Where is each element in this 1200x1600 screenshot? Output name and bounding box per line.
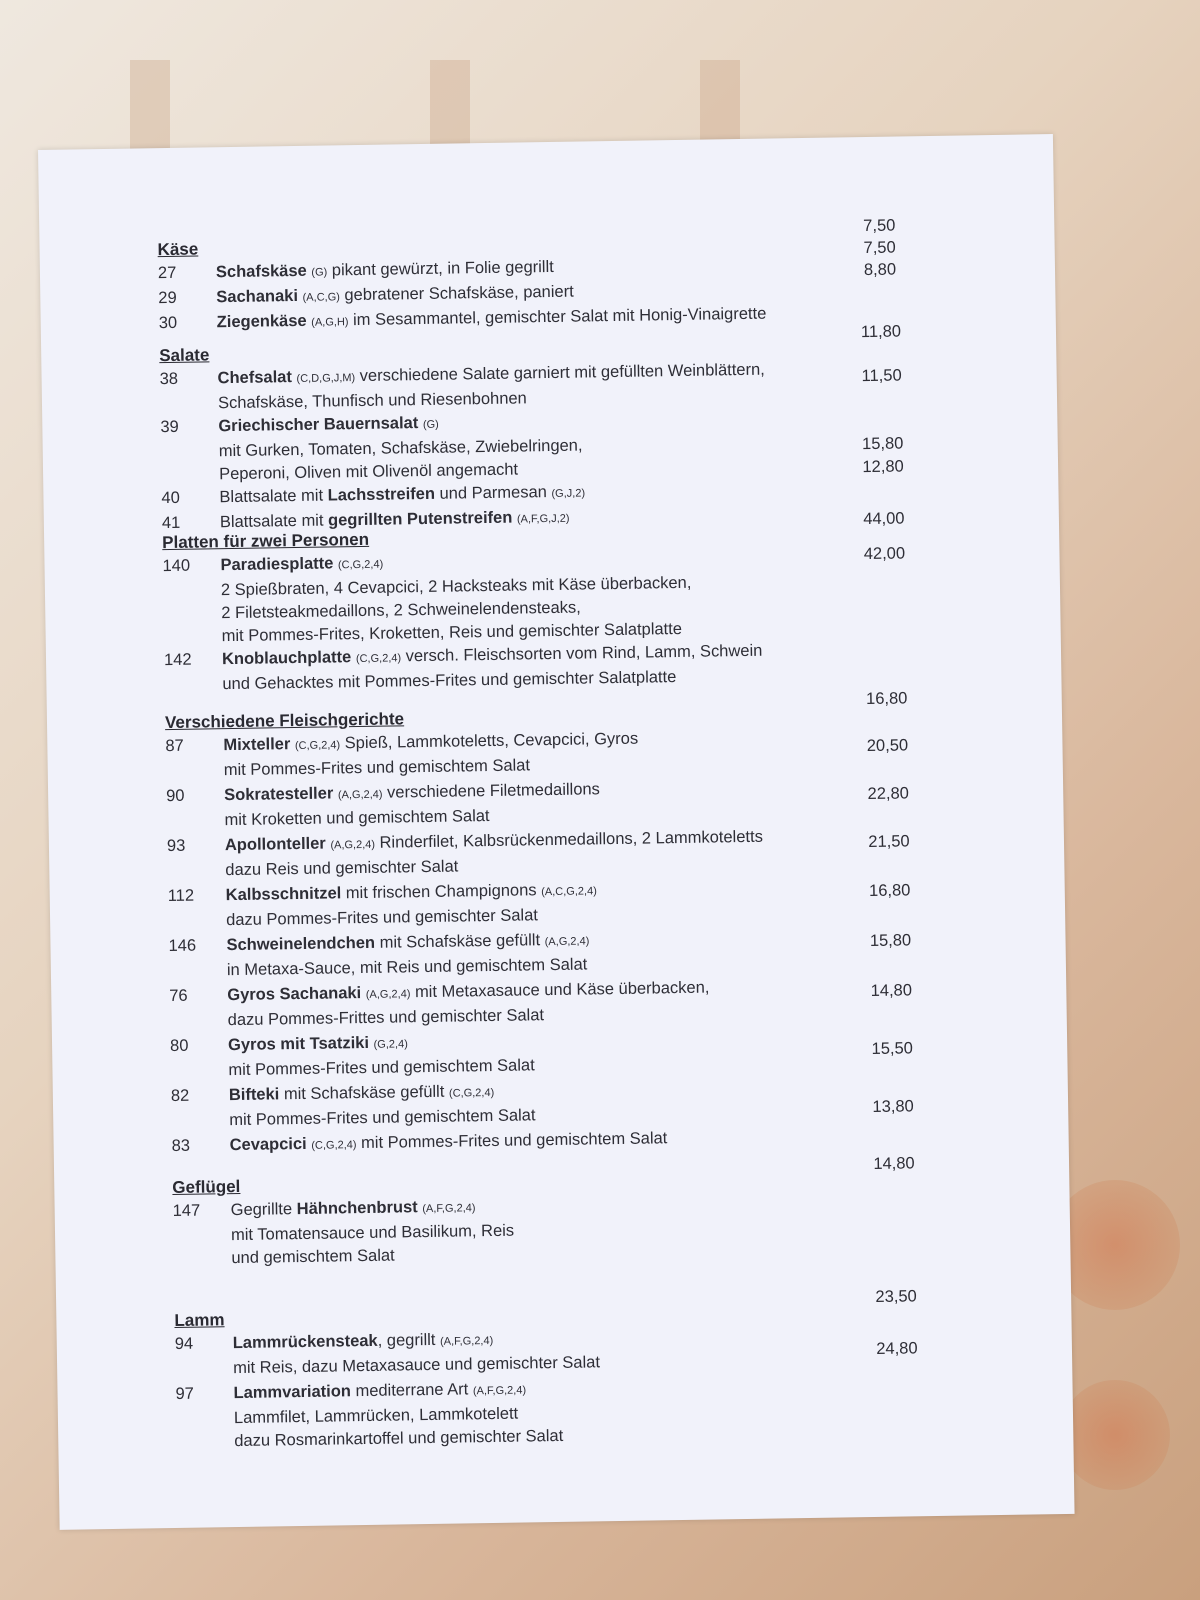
background-flower	[1060, 1380, 1170, 1490]
allergen-codes: (C,D,G,J,M)	[296, 372, 356, 385]
item-description-line: dazu Pommes-Frites und gemischter Salat	[225, 906, 539, 930]
item-description: Gegrillte Hähnchenbrust (A,F,G,2,4) mit Tomatensauce und Basilikum, Reis und gemischtem Salat	[231, 1188, 934, 1270]
menu-item	[162, 543, 923, 649]
item-description: Mixteller (C,G,2,4) Spieß, Lammkoteletts, Cevapcici, Gyros mit Pommes-Frites und gemischtem Salat	[223, 723, 926, 782]
item-description-line: mit Reis, dazu Metaxasauce und gemischter Salat	[233, 1353, 601, 1378]
menu-section	[157, 228, 918, 337]
item-description-line: in Metaxa-Sauce, mit Reis und gemischtem Salat	[226, 955, 588, 980]
item-number: 146	[168, 936, 197, 956]
item-description-line: mit Pommes-Frites, Kroketten, Reis und gemischter Salatplatte	[221, 619, 683, 646]
item-description: Chefsalat (C,D,G,J,M) verschiedene Salate garniert mit gefüllten Weinblättern, Schafskäse, Thunfisch und Riesenbohnen	[217, 356, 920, 415]
item-description: Sokratesteller (A,G,2,4) verschiedene Filetmedaillons mit Kroketten und gemischtem Salat	[224, 773, 927, 832]
item-description-line: mit Kroketten und gemischtem Salat	[224, 806, 490, 830]
item-price: 13,80	[872, 1097, 914, 1117]
allergen-codes: (C,G,2,4)	[311, 1139, 357, 1152]
menu-section	[159, 334, 922, 537]
item-description: Schweinelendchen mit Schafskäse gefüllt (A,G,2,4) in Metaxa-Sauce, mit Reis und gemischtem Salat	[226, 923, 929, 982]
item-price: 16,80	[868, 881, 911, 901]
item-name: Kalbsschnitzel	[225, 884, 342, 905]
item-price: 15,50	[871, 1039, 914, 1059]
allergen-codes: (A,F,G,2,4)	[439, 1334, 494, 1348]
item-description-line: Schafskäse, Thunfisch und Riesenbohnen	[217, 389, 527, 413]
item-number: 94	[174, 1334, 194, 1353]
item-name: Schafskäse	[215, 261, 307, 282]
allergen-codes: (A,G,2,4)	[365, 988, 411, 1001]
item-description-line: mit Pommes-Frites und gemischtem Salat	[223, 756, 531, 780]
allergen-codes: (A,F,G,J,2)	[516, 512, 570, 526]
section-title: Käse	[157, 239, 199, 260]
item-description-line: mit Gurken, Tomaten, Schafskäse, Zwiebelringen,	[218, 436, 583, 461]
item-price: 24,80	[876, 1339, 918, 1358]
item-description: Ziegenkäse (A,G,H) im Sesammantel, gemischter Salat mit Honig-Vinaigrette	[216, 304, 767, 332]
price-column	[844, 1154, 944, 1174]
allergen-codes: (C,G,2,4)	[355, 652, 402, 666]
item-price: 15,80	[869, 931, 912, 951]
item-name: Hähnchenbrust	[296, 1198, 418, 1219]
item-price: 7,50	[863, 216, 896, 236]
item-name: Bifteki	[228, 1085, 280, 1105]
menu-section	[174, 1299, 936, 1456]
price-column	[831, 322, 931, 477]
section-title: Platten für zwei Personen	[162, 529, 370, 553]
item-name: Knoblauchplatte	[221, 648, 352, 669]
item-price: 11,80	[860, 322, 902, 342]
item-description-line: mit Pommes-Frites und gemischtem Salat	[229, 1106, 536, 1130]
item-description	[228, 1023, 931, 1082]
item-price: 7,50	[863, 238, 896, 258]
allergen-codes: (G,2,4)	[373, 1038, 408, 1051]
item-number: 80	[169, 1036, 189, 1056]
item-number: 39	[160, 417, 179, 437]
item-price: 8,80	[863, 260, 897, 280]
item-name: Ziegenkäse	[216, 311, 307, 332]
allergen-codes: (C,G,2,4)	[294, 739, 341, 753]
item-description-line: dazu Rosmarinkartoffel und gemischter Salat	[234, 1426, 564, 1451]
item-description: Bifteki mit Schafskäse gefüllt (C,G,2,4) mit Pommes-Frites und gemischtem Salat	[229, 1073, 932, 1132]
item-price: 20,50	[866, 736, 909, 756]
item-description-line: 2 Filetsteakmedaillons, 2 Schweinelendensteaks,	[221, 598, 581, 623]
menu-item	[175, 1371, 936, 1454]
item-name: gegrillten Putenstreifen	[327, 508, 513, 530]
menu-item	[160, 404, 921, 487]
item-price: 21,50	[868, 832, 910, 852]
item-price: 15,80	[861, 434, 904, 454]
allergen-codes: (C,G,2,4)	[337, 558, 384, 572]
allergen-codes: (G)	[422, 418, 439, 431]
allergen-codes: (A,C,G)	[302, 291, 340, 304]
item-name: Gyros mit Tsatziki	[227, 1033, 370, 1055]
item-description	[220, 543, 923, 648]
item-name: Griechischer Bauernsalat	[218, 414, 419, 436]
item-number: 76	[169, 986, 188, 1006]
item-name: Apollonteller	[224, 834, 326, 855]
item-number: 112	[167, 886, 195, 906]
allergen-codes: (A,F,G,2,4)	[422, 1202, 476, 1216]
price-column	[834, 509, 934, 564]
item-description: Knoblauchplatte (C,G,2,4) versch. Fleischsorten vom Rind, Lamm, Schwein und Gehacktes mit Pommes-Frites und gemischter Salatplatte	[222, 637, 925, 696]
item-description-line: 2 Spießbraten, 4 Cevapcici, 2 Hacksteaks mit Käse überbacken,	[220, 573, 692, 600]
menu-page	[38, 134, 1075, 1530]
price-column	[837, 689, 937, 1117]
item-number: 87	[165, 736, 184, 756]
item-description-line: Lammfilet, Lammrücken, Lammkotelett	[233, 1404, 519, 1428]
item-name: Schweinelendchen	[226, 933, 376, 955]
item-number: 82	[170, 1086, 190, 1106]
item-price: 14,80	[870, 981, 913, 1001]
item-description	[218, 404, 921, 486]
price-column	[846, 1287, 946, 1358]
item-number: 38	[159, 369, 179, 389]
allergen-codes: (A,G,2,4)	[337, 788, 383, 802]
item-name: Cevapcici	[229, 1134, 307, 1155]
item-description: Apollonteller (A,G,2,4) Rinderfilet, Kalbsrückenmedaillons, 2 Lammkoteletts dazu Reis und gemischter Salat	[225, 823, 928, 882]
item-name: Mixteller	[223, 735, 291, 755]
item-description-line: dazu Reis und gemischter Salat	[225, 857, 459, 880]
item-number: 147	[172, 1201, 201, 1221]
item-price: 11,50	[861, 366, 902, 386]
allergen-codes: (G,J,2)	[551, 487, 586, 500]
allergen-codes: (A,G,H)	[311, 316, 349, 329]
item-price: 12,80	[862, 457, 904, 477]
item-price: 16,80	[865, 689, 908, 709]
item-number: 40	[161, 488, 180, 508]
section-title: Geflügel	[172, 1176, 241, 1198]
allergen-codes: (C,G,2,4)	[448, 1086, 495, 1100]
menu-section	[162, 521, 924, 697]
item-name: Sokratesteller	[224, 784, 334, 805]
item-description: Lammrückensteak, gegrillt (A,F,G,2,4) mit Reis, dazu Metaxasauce und gemischter Salat	[233, 1321, 936, 1380]
item-description-line: und Gehacktes mit Pommes-Frites und gemischter Salatplatte	[222, 668, 677, 694]
item-description-line: mit Tomatensauce und Basilikum, Reis	[230, 1221, 515, 1245]
item-name: Paradiesplatte	[220, 554, 334, 575]
allergen-codes: (A,F,G,2,4)	[472, 1384, 527, 1398]
section-title: Salate	[159, 345, 210, 366]
price-column	[829, 216, 929, 280]
item-description-line: dazu Pommes-Frittes und gemischter Salat	[227, 1006, 545, 1030]
item-description: Gyros Sachanaki (A,G,2,4) mit Metaxasauce und Käse überbacken, dazu Pommes-Frittes und gemischter Salat	[227, 973, 930, 1032]
item-number: 41	[161, 513, 181, 533]
item-name: Lammrückensteak	[232, 1331, 378, 1353]
item-name: Sachanaki	[216, 286, 299, 307]
item-number: 90	[166, 786, 185, 806]
item-description: Blattsalate mit gegrillten Putenstreifen (A,F,G,J,2)	[219, 508, 570, 532]
item-description: Kalbsschnitzel mit frischen Champignons (A,C,G,2,4) dazu Pommes-Frites und gemischter Salat	[226, 873, 929, 932]
allergen-codes: (A,G,2,4)	[544, 935, 590, 949]
item-description: Blattsalate mit Lachsstreifen und Parmesan (G,J,2)	[219, 482, 586, 507]
allergen-codes: (A,G,2,4)	[330, 838, 376, 852]
item-price: 14,80	[873, 1154, 915, 1174]
item-description-line: Peperoni, Oliven mit Olivenöl angemacht	[218, 460, 519, 484]
item-description-line: mit Pommes-Frites und gemischtem Salat	[228, 1056, 535, 1080]
menu-item	[173, 1188, 934, 1271]
allergen-codes: (A,C,G,2,4)	[541, 885, 597, 899]
item-description: Schafskäse (G) pikant gewürzt, in Folie gegrillt	[215, 257, 554, 282]
item-price: 22,80	[867, 784, 909, 804]
item-number: 97	[175, 1384, 195, 1403]
item-name: Gyros Sachanaki	[227, 984, 362, 1005]
item-number: 30	[158, 313, 178, 333]
item-price: 44,00	[863, 509, 905, 529]
menu-section	[165, 701, 932, 1162]
section-title: Verschiedene Fleischgerichte	[164, 709, 405, 733]
item-number: 27	[157, 263, 177, 283]
item-price: 42,00	[863, 544, 906, 564]
allergen-codes: (G)	[311, 266, 328, 279]
menu-section	[172, 1166, 933, 1273]
item-price: 23,50	[875, 1287, 917, 1306]
item-number: 140	[162, 556, 191, 576]
item-name: Chefsalat	[217, 368, 293, 388]
item-name: Lachsstreifen	[327, 484, 436, 505]
item-description: Cevapcici (C,G,2,4) mit Pommes-Frites und gemischtem Salat	[229, 1129, 668, 1155]
item-description: Lammvariation mediterrane Art (A,F,G,2,4) Lammfilet, Lammrücken, Lammkotelett dazu Rosmarinkartoffel und gemischter Salat	[233, 1371, 936, 1453]
item-number: 29	[158, 288, 177, 308]
section-title: Lamm	[174, 1310, 225, 1331]
item-name: Lammvariation	[233, 1382, 352, 1403]
item-number: 93	[166, 836, 186, 856]
item-number: 142	[163, 650, 192, 670]
item-description-line: und gemischtem Salat	[231, 1246, 395, 1268]
item-number: 83	[171, 1136, 191, 1156]
item-description: Sachanaki (A,C,G) gebratener Schafskäse, paniert	[216, 282, 574, 307]
